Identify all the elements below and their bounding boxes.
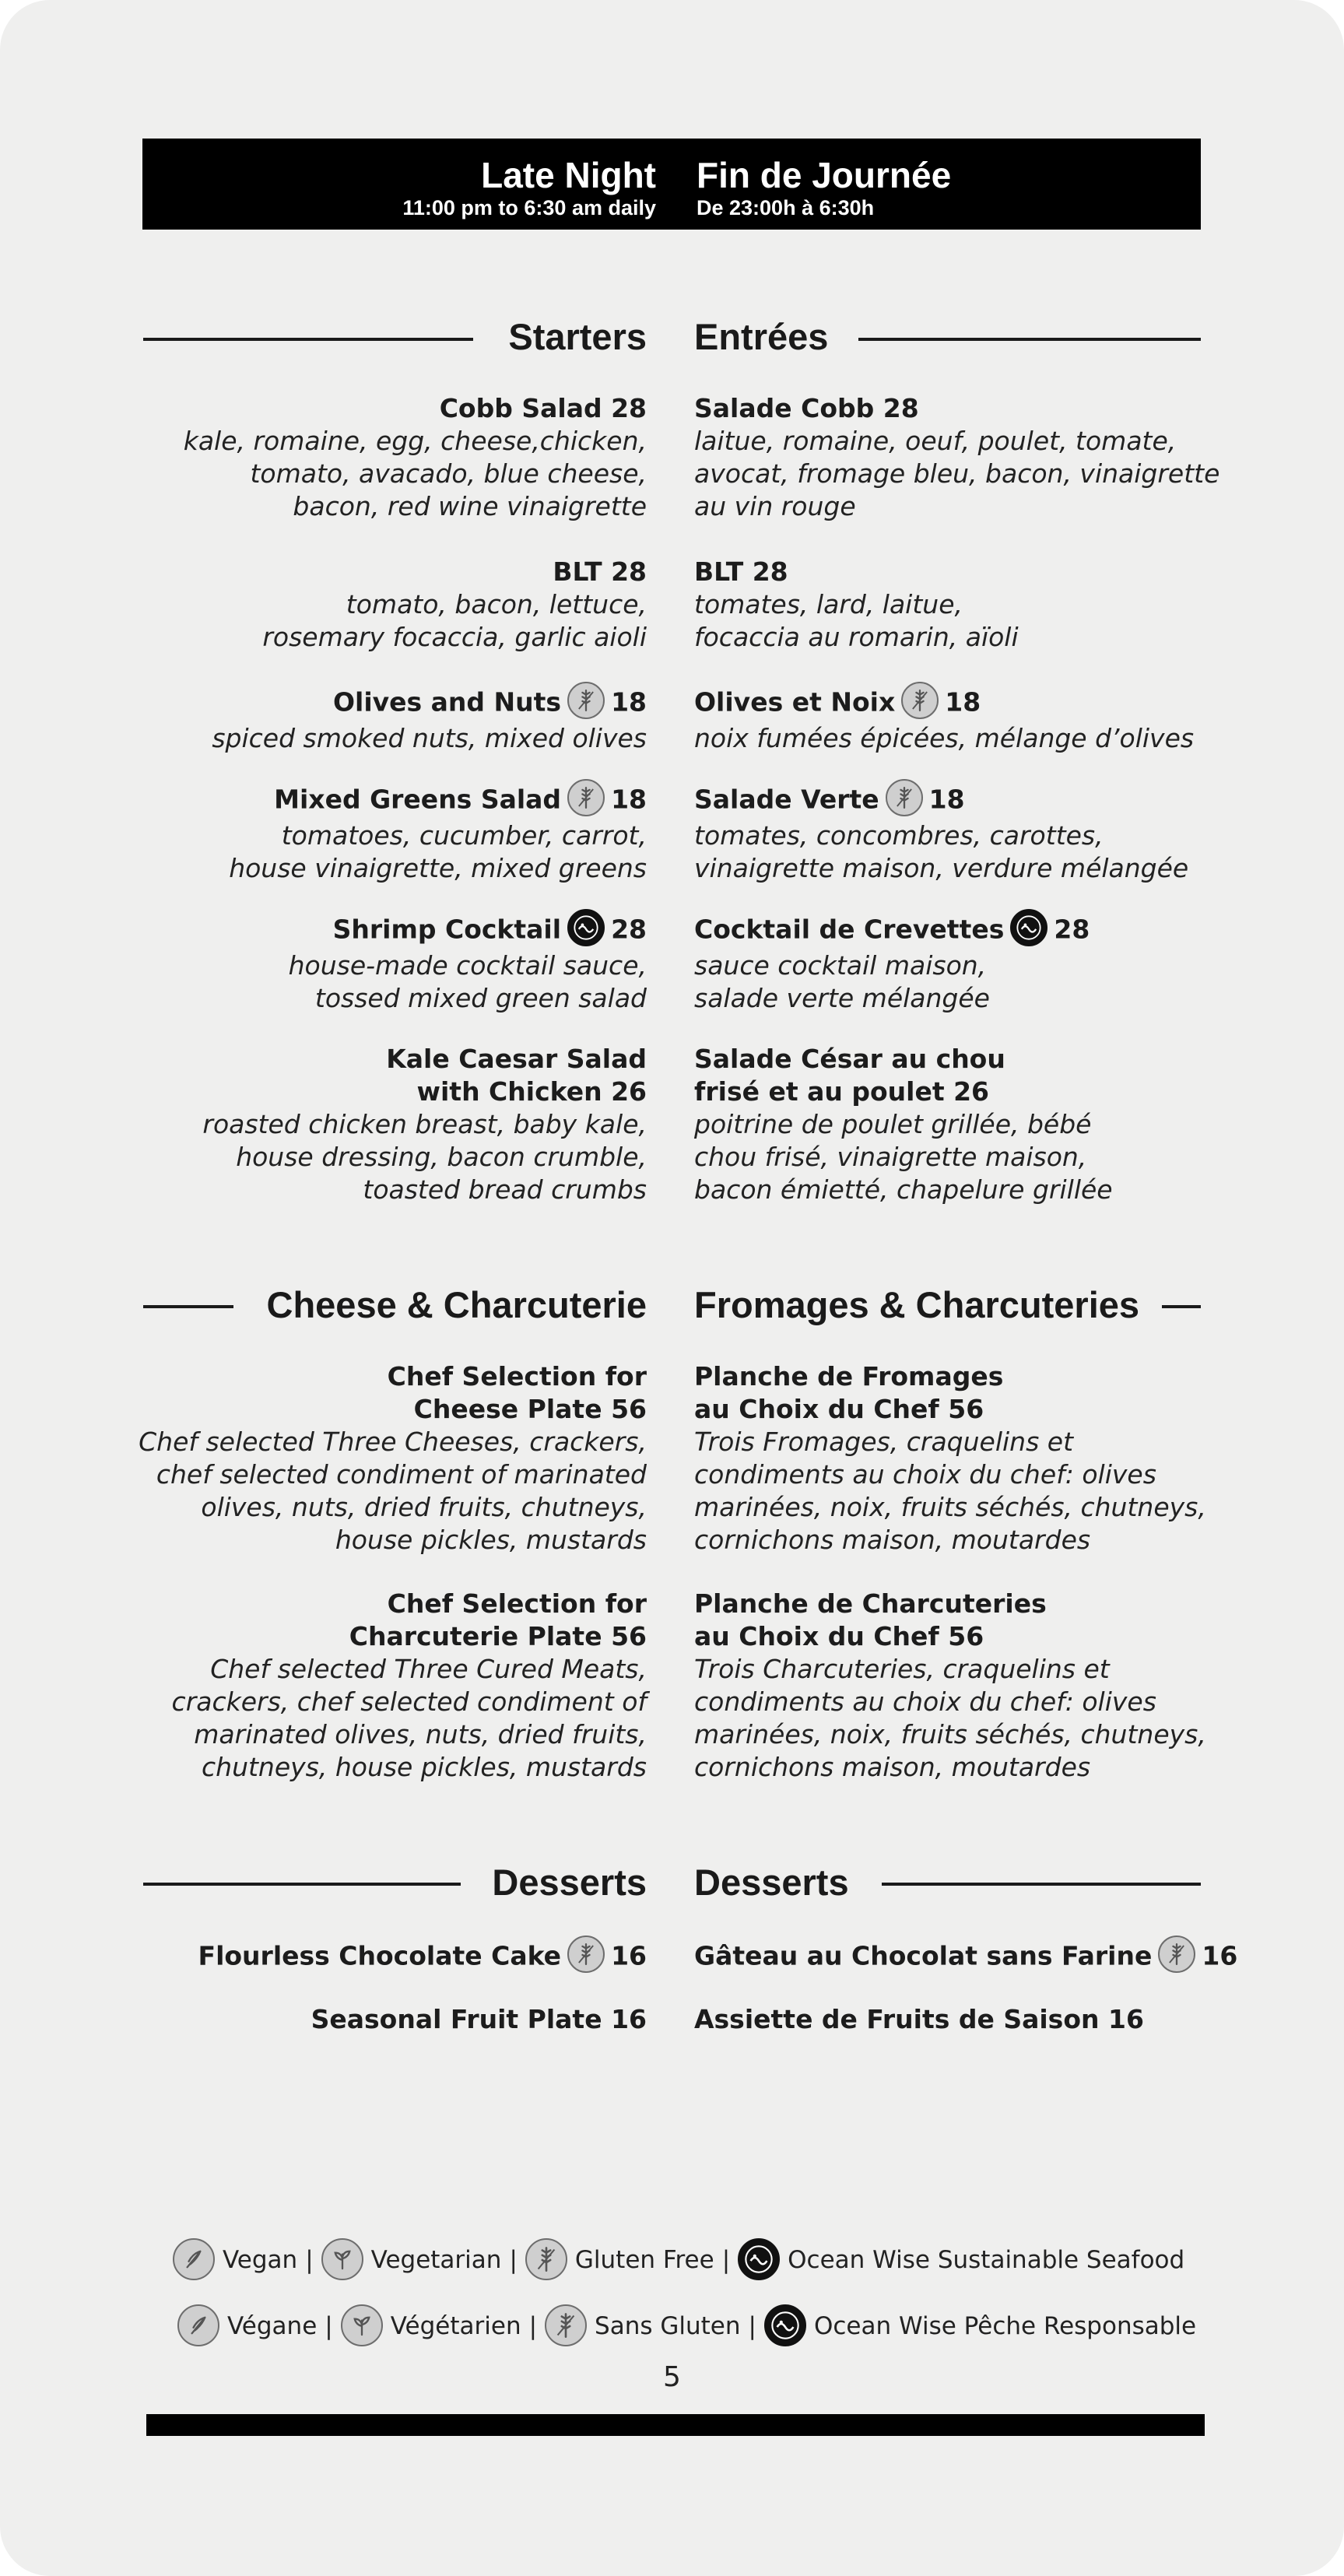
- item-name: Cobb Salad 28: [439, 393, 647, 423]
- item-desc: kale, romaine, egg, cheese,chicken,: [183, 426, 647, 456]
- starters-title-fr: Entrées: [694, 316, 829, 357]
- item-desc: Chef selected Three Cheeses, crackers,: [139, 1427, 647, 1457]
- legend-separator: |: [748, 2312, 756, 2340]
- legend-separator: |: [528, 2312, 538, 2340]
- item-desc: house dressing, bacon crumble,: [236, 1142, 647, 1172]
- item-desc: avocat, fromage bleu, bacon, vinaigrette: [694, 458, 1220, 489]
- menu-item-charcuterie-plate-en: [172, 1588, 647, 1784]
- legend-label: Gluten Free: [574, 2246, 714, 2274]
- item-price: 16: [611, 1940, 647, 1971]
- item-name: Charcuterie Plate 56: [349, 1621, 647, 1651]
- item-desc: Trois Fromages, craquelins et: [694, 1427, 1074, 1457]
- gluten-free-icon: [525, 2238, 567, 2280]
- item-desc: marinées, noix, fruits séchés, chutneys,: [694, 1492, 1206, 1522]
- desserts-title-en: Desserts: [492, 1862, 647, 1903]
- item-desc: spiced smoked nuts, mixed olives: [212, 723, 647, 753]
- legend-row-en: [173, 2240, 1184, 2283]
- item-desc: olives, nuts, dried fruits, chutneys,: [201, 1492, 647, 1522]
- item-desc: tomato, bacon, lettuce,: [346, 589, 647, 619]
- starters-title-en: Starters: [508, 316, 647, 357]
- gluten-free-icon: [901, 682, 939, 719]
- gluten-free-icon: [567, 682, 605, 719]
- ocean-wise-icon: [738, 2238, 780, 2280]
- item-desc: cornichons maison, moutardes: [694, 1752, 1091, 1782]
- legend-row-fr: [177, 2306, 1196, 2349]
- cheese-rule-left: [143, 1305, 233, 1308]
- item-desc: house-made cocktail sauce,: [288, 950, 647, 981]
- item-desc: marinated olives, nuts, dried fruits,: [194, 1719, 647, 1750]
- menu-item-shrimp-cocktail-fr: [694, 912, 1090, 1015]
- item-name: Salade Cobb 28: [694, 393, 919, 423]
- menu-item-blt-en: [262, 556, 647, 654]
- header-bar: [142, 139, 1201, 230]
- item-name: Planche de Charcuteries: [694, 1588, 1047, 1619]
- vegan-icon: [177, 2304, 219, 2346]
- item-name: frisé et au poulet 26: [694, 1076, 990, 1107]
- item-desc: rosemary focaccia, garlic aioli: [262, 622, 647, 652]
- legend-label: Ocean Wise Pêche Responsable: [813, 2312, 1197, 2340]
- desserts-title-fr: Desserts: [694, 1862, 849, 1903]
- footer-bar: [146, 2414, 1205, 2436]
- vegetarian-icon: [321, 2238, 363, 2280]
- menu-item-mixed-greens-en: [229, 782, 647, 885]
- item-desc: bacon, red wine vinaigrette: [293, 491, 647, 521]
- item-price: 18: [945, 686, 981, 718]
- item-name: Seasonal Fruit Plate 16: [311, 2004, 647, 2034]
- menu-item-kale-caesar-fr: [694, 1043, 1113, 1206]
- header-french: [697, 156, 951, 221]
- menu-item-shrimp-cocktail-en: [289, 912, 647, 1015]
- menu-item-chocolate-cake-fr: [694, 1939, 1237, 1976]
- item-name: Cheese Plate 56: [413, 1394, 647, 1424]
- item-desc: chef selected condiment of marinated: [156, 1459, 647, 1490]
- item-desc: tomates, concombres, carottes,: [694, 820, 1104, 851]
- header-english: [402, 156, 656, 221]
- vegan-icon: [173, 2238, 215, 2280]
- ocean-wise-icon: [1010, 909, 1047, 946]
- vegetarian-icon: [341, 2304, 383, 2346]
- item-desc: laitue, romaine, oeuf, poulet, tomate,: [694, 426, 1177, 456]
- legend-label: Vegetarian: [370, 2246, 502, 2274]
- item-price: 18: [611, 784, 647, 815]
- item-name: BLT 28: [694, 556, 788, 587]
- item-name: Salade Verte: [694, 784, 879, 815]
- header-hours-fr: De 23:00h à 6:30h: [697, 196, 875, 219]
- item-name: Salade César au chou: [694, 1044, 1005, 1074]
- gluten-free-icon: [886, 779, 923, 816]
- item-name: Olives et Noix: [694, 686, 896, 718]
- item-price: 28: [611, 914, 647, 945]
- menu-item-cobb-salad-fr: [694, 392, 1219, 523]
- item-desc: house vinaigrette, mixed greens: [229, 853, 647, 883]
- legend-separator: |: [721, 2246, 731, 2274]
- menu-item-blt-fr: [694, 556, 1019, 654]
- item-name: Cocktail de Crevettes: [694, 914, 1005, 945]
- desserts-rule-right: [882, 1883, 1201, 1886]
- menu-item-chocolate-cake-en: [198, 1939, 647, 1976]
- item-name: Mixed Greens Salad: [274, 784, 562, 815]
- item-desc: tomates, lard, laitue,: [694, 589, 963, 619]
- header-title-fr: Fin de Journée: [697, 155, 952, 195]
- item-price: 18: [611, 686, 647, 718]
- menu-item-cheese-plate-fr: [694, 1360, 1206, 1556]
- header-hours-en: 11:00 pm to 6:30 am daily: [402, 196, 656, 219]
- item-desc: tossed mixed green salad: [314, 983, 647, 1013]
- item-name: Assiette de Fruits de Saison 16: [694, 2004, 1144, 2034]
- item-desc: noix fumées épicées, mélange d’olives: [694, 723, 1195, 753]
- legend-separator: |: [305, 2246, 314, 2274]
- item-name: Planche de Fromages: [694, 1361, 1004, 1392]
- item-desc: house pickles, mustards: [335, 1525, 647, 1555]
- menu-item-cobb-salad-en: [184, 392, 647, 523]
- item-name: au Choix du Chef 56: [694, 1394, 984, 1424]
- gluten-free-icon: [545, 2304, 587, 2346]
- item-desc: poitrine de poulet grillée, bébé: [694, 1109, 1092, 1139]
- item-desc: au vin rouge: [694, 491, 856, 521]
- legend-label: Sans Gluten: [595, 2312, 741, 2340]
- item-name: Flourless Chocolate Cake: [198, 1940, 562, 1971]
- item-desc: salade verte mélangée: [694, 983, 990, 1013]
- ocean-wise-icon: [567, 909, 605, 946]
- item-price: 16: [1202, 1940, 1238, 1971]
- legend-separator: |: [325, 2312, 333, 2340]
- ocean-wise-icon: [764, 2304, 806, 2346]
- gluten-free-icon: [567, 1936, 605, 1973]
- cheese-rule-right: [1162, 1305, 1201, 1308]
- gluten-free-icon: [1158, 1936, 1195, 1973]
- starters-rule-left: [143, 338, 473, 341]
- item-desc: cornichons maison, moutardes: [694, 1525, 1091, 1555]
- cheese-title-fr: Fromages & Charcuteries: [694, 1284, 1140, 1325]
- gluten-free-icon: [567, 779, 605, 816]
- item-desc: Trois Charcuteries, craquelins et: [694, 1654, 1110, 1684]
- item-name: Kale Caesar Salad: [386, 1044, 647, 1074]
- item-name: Shrimp Cocktail: [332, 914, 562, 945]
- item-desc: tomatoes, cucumber, carrot,: [281, 820, 647, 851]
- item-price: 18: [928, 784, 965, 815]
- legend-label: Végétarien: [390, 2312, 521, 2340]
- item-name: Olives and Nuts: [332, 686, 562, 718]
- item-desc: bacon émietté, chapelure grillée: [694, 1174, 1113, 1205]
- item-desc: crackers, chef selected condiment of: [171, 1686, 647, 1717]
- starters-rule-right: [858, 338, 1201, 341]
- menu-item-olives-nuts-en: [212, 685, 647, 755]
- item-name: au Choix du Chef 56: [694, 1621, 984, 1651]
- item-desc: roasted chicken breast, baby kale,: [202, 1109, 647, 1139]
- menu-item-fruit-plate-en: [311, 2003, 647, 2036]
- item-desc: Chef selected Three Cured Meats,: [210, 1654, 647, 1684]
- header-title-en: Late Night: [481, 155, 656, 195]
- menu-item-fruit-plate-fr: [694, 2003, 1144, 2036]
- item-desc: vinaigrette maison, verdure mélangée: [694, 853, 1189, 883]
- item-name: BLT 28: [553, 556, 647, 587]
- item-price: 28: [1054, 914, 1090, 945]
- item-desc: tomato, avacado, blue cheese,: [250, 458, 647, 489]
- item-desc: chutneys, house pickles, mustards: [202, 1752, 647, 1782]
- item-desc: focaccia au romarin, aïoli: [694, 622, 1019, 652]
- menu-item-olives-nuts-fr: [694, 685, 1194, 755]
- item-desc: chou frisé, vinaigrette maison,: [694, 1142, 1087, 1172]
- item-name: with Chicken 26: [416, 1076, 647, 1107]
- item-name: Gâteau au Chocolat sans Farine: [694, 1940, 1153, 1971]
- desserts-rule-left: [143, 1883, 461, 1886]
- page-number: 5: [663, 2361, 681, 2393]
- menu-item-mixed-greens-fr: [694, 782, 1188, 885]
- legend-label: Végane: [227, 2312, 318, 2340]
- legend-separator: |: [509, 2246, 518, 2274]
- legend-label: Vegan: [223, 2246, 298, 2274]
- item-desc: condiments au choix du chef: olives: [694, 1686, 1156, 1717]
- item-name: Chef Selection for: [387, 1361, 647, 1392]
- item-desc: sauce cocktail maison,: [694, 950, 987, 981]
- legend-label: Ocean Wise Sustainable Seafood: [788, 2246, 1185, 2274]
- menu-item-cheese-plate-en: [139, 1360, 647, 1556]
- item-desc: marinées, noix, fruits séchés, chutneys,: [694, 1719, 1206, 1750]
- menu-item-kale-caesar-en: [202, 1043, 647, 1206]
- menu-item-charcuterie-plate-fr: [694, 1588, 1206, 1784]
- item-name: Chef Selection for: [387, 1588, 647, 1619]
- item-desc: toasted bread crumbs: [363, 1174, 647, 1205]
- item-desc: condiments au choix du chef: olives: [694, 1459, 1156, 1490]
- cheese-title-en: Cheese & Charcuterie: [266, 1284, 647, 1325]
